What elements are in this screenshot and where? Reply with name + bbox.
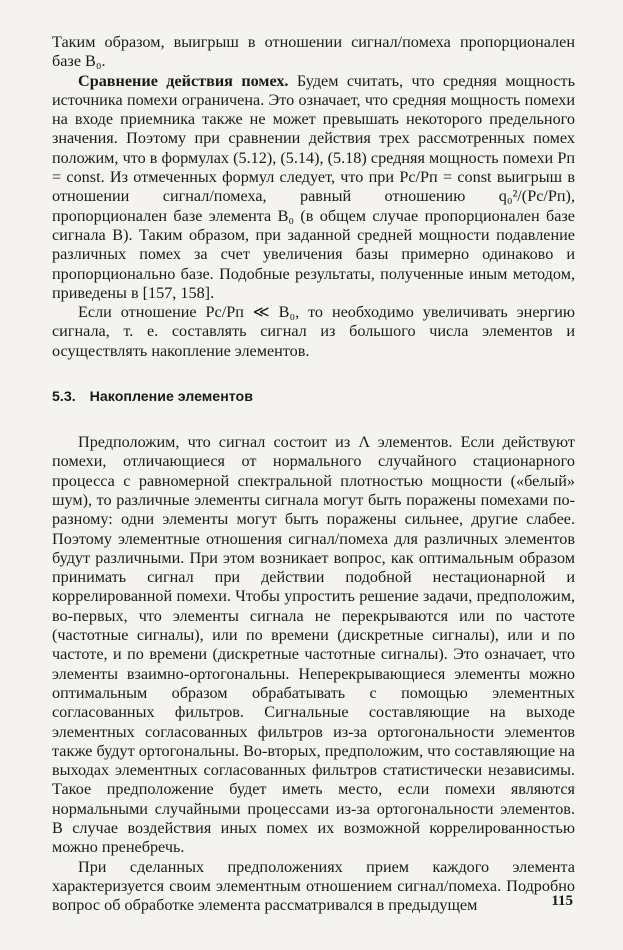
run-in-heading: Сравнение действия помех. <box>78 71 289 90</box>
paragraph: Таким образом, выигрыш в отношении сигнал/помеха пропорционален базе B₀. <box>52 33 575 71</box>
paragraph: При сделанных предположениях прием каждого элемента характеризуется своим элементным отношением сигнал/помеха. Подробно вопрос об обработке элемента рассматривался в предыдущем <box>52 857 575 915</box>
page-body <box>52 33 575 915</box>
paragraph: Предположим, что сигнал состоит из Λ элементов. Если действуют помехи, отличающиеся от нормального случайного стационарного процесса с равномерной спектральной плотностью мощности («белый» шум), то различные элементы сигнала могут быть поражены помехами по-разному: одни элементы могут быть поражены сильнее, другие слабее. Поэтому элементные отношения сигнал/помеха для различных элементов будут различными. При этом возникает вопрос, как оптимальным образом принимать сигнал при действии подобной нестационарной и коррелированной помехи. Чтобы упростить решение задачи, предположим, во-первых, что элементы сигнала не перекрываются или по частоте (частотные сигналы), или по времени (дискретные сигналы), или и по частоте, и по времени (дискретные частотные сигналы). Это означает, что элементы взаимно-ортогональны. Неперекрывающиеся элементы можно оптимальным образом обрабатывать с помощью элементных согласованных фильтров. Сигнальные составляющие на выходе элементных согласованных фильтров из-за ортогональности элементов также будут ортогональны. Во-вторых, предположим, что составляющие на выходах элементных согласованных фильтров статистически независимы. Такое предположение будет иметь место, если помехи являются нормальными случайными процессами из-за ортогональности элементов. В случае воздействия иных помех их возможной коррелированностью можно пренебречь. <box>52 433 575 857</box>
paragraph-interference-comparison <box>52 72 575 304</box>
paragraph-text: Будем считать, что средняя мощность источника помехи ограничена. Это означает, что средняя мощность помехи на входе приемника также не может превышать некоторого предельного значения. Поэтому при сравнении действия трех рассмотренных помех положим, что в формулах (5.12), (5.14), (5.18) средняя мощность помехи Pп = const. Из отмеченных формул следует, что при Pс/Pп = const выигрыш в отношении сигнал/помеха, равный отношению q₀²/(Pс/Pп), пропорционален базе элемента B₀ (в общем случае пропорционален базе сигнала B). Таким образом, при заданной средней мощности подавление различных помех за счет увеличения базы примерно одинаково и пропорционально базе. Подобные результаты, полученные иным методом, приведены в [157, 158]. <box>52 71 575 302</box>
section-heading <box>52 388 575 406</box>
page-number: 115 <box>551 893 573 909</box>
section-number: 5.3. <box>52 389 76 406</box>
section-title: Накопление элементов <box>89 389 253 406</box>
paragraph: Если отношение Pс/Pп ≪ B₀, то необходимо увеличивать энергию сигнала, т. е. составлять сигнал из большого числа элементов и осуществлять накопление элементов. <box>52 303 575 360</box>
